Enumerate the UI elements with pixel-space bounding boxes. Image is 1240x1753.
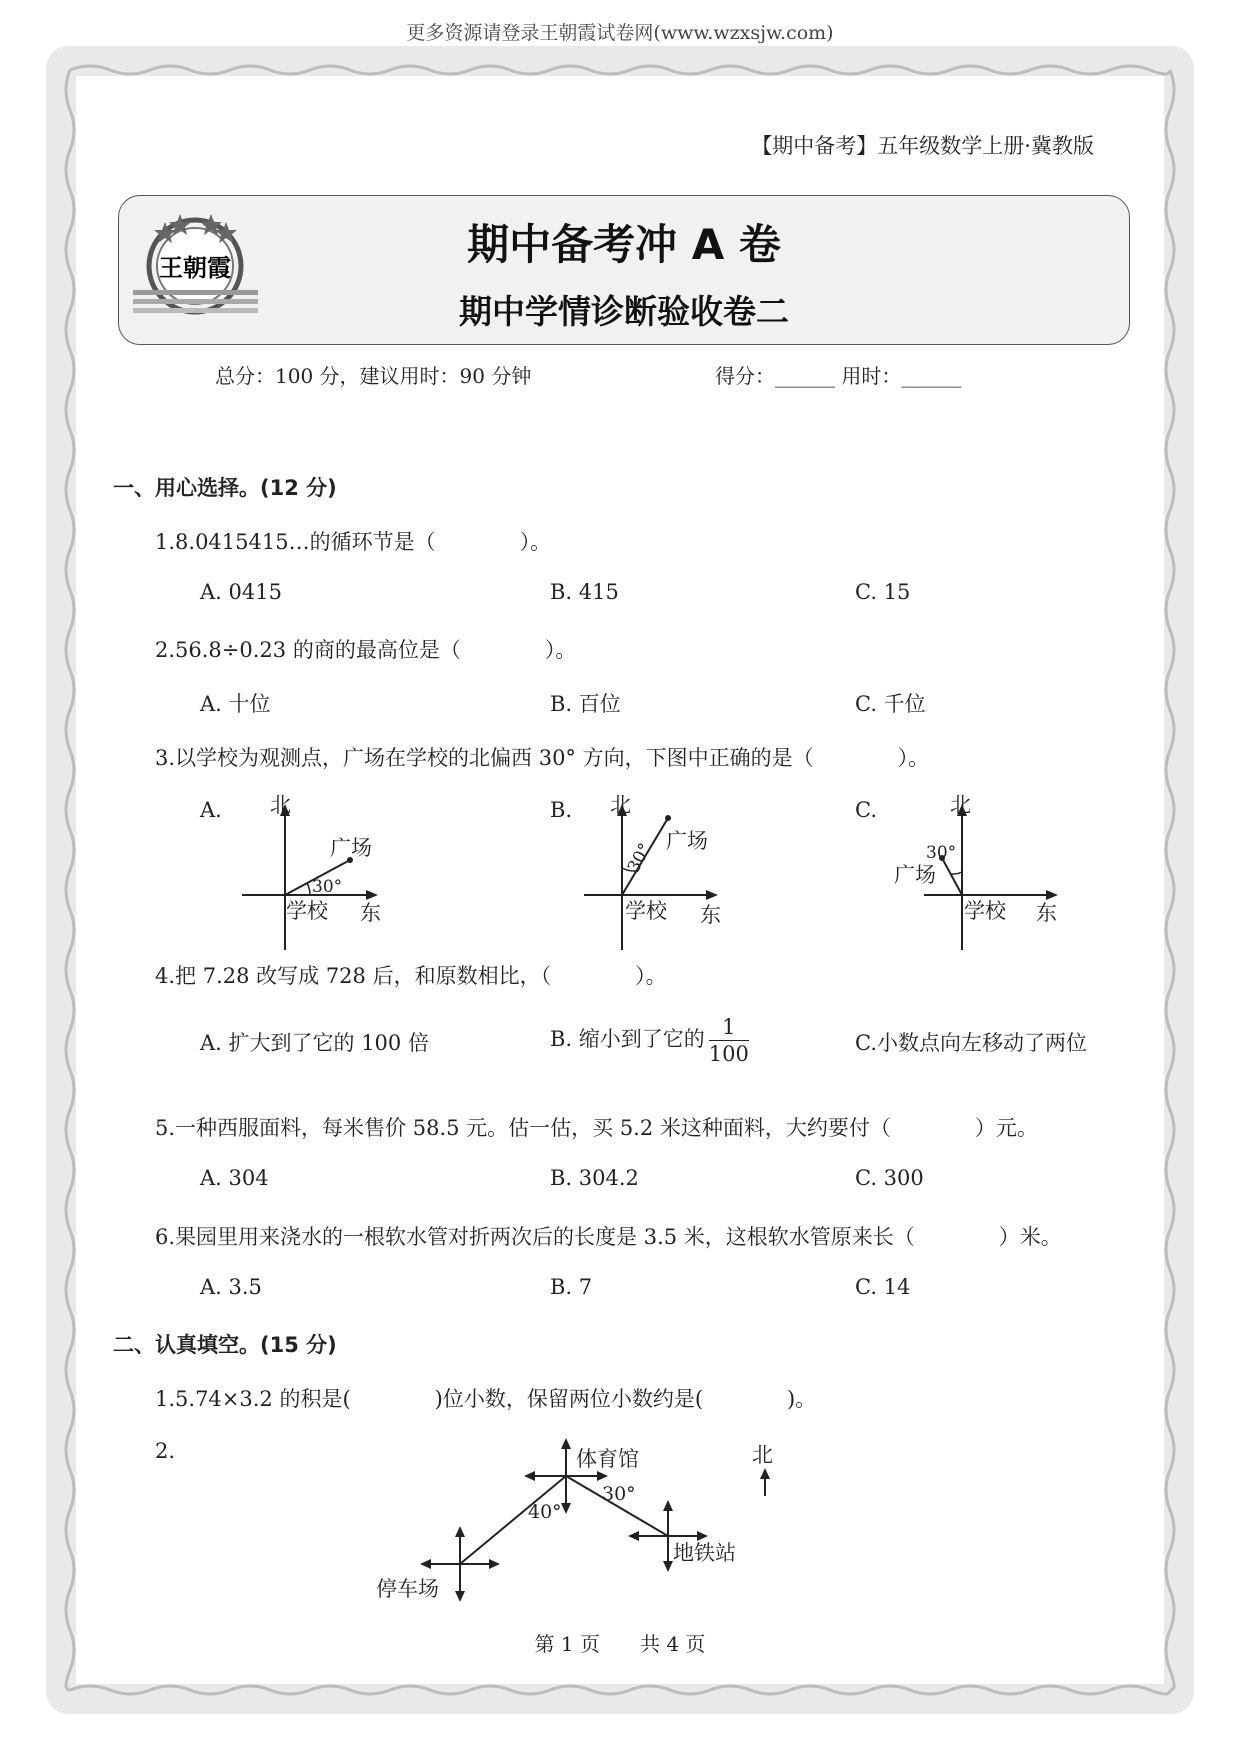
svg-text:停车场: 停车场	[376, 1577, 439, 1601]
svg-text:北: 北	[610, 793, 631, 817]
q3-option-a: A.	[200, 798, 222, 822]
banner-title: 期中备考冲 A 卷	[467, 220, 781, 269]
fraction: $\frac{1}{100}$	[708, 1015, 749, 1066]
q4-text: 4.把 7.28 改写成 728 后，和原数相比，（ ）。	[155, 964, 667, 988]
svg-text:地铁站: 地铁站	[673, 1541, 736, 1565]
q2-option-a: A. 十位	[200, 692, 271, 716]
q3-text: 3.以学校为观测点，广场在学校的北偏西 30° 方向，下图中正确的是（ ）。	[155, 746, 930, 770]
svg-text:东: 东	[360, 901, 381, 925]
title-banner	[118, 195, 1130, 345]
svg-text:学校: 学校	[625, 899, 667, 923]
svg-text:30°: 30°	[312, 877, 343, 897]
section1-title: 一、用心选择。(12 分)	[113, 476, 337, 500]
q6-option-c: C. 14	[855, 1275, 911, 1299]
q2-option-b: B. 百位	[550, 692, 621, 716]
logo-text: 王朝霞	[159, 253, 231, 282]
svg-text:体育馆: 体育馆	[576, 1447, 639, 1471]
q5-text: 5.一种西服面料，每米售价 58.5 元。估一估，买 5.2 米这种面料，大约要付（ ）元。	[155, 1116, 1038, 1140]
q2-option-c: C. 千位	[855, 692, 926, 716]
q5-option-b: B. 304.2	[550, 1166, 639, 1190]
svg-text:学校: 学校	[286, 899, 328, 923]
q1-option-b: B. 415	[550, 580, 619, 604]
banner-subtitle: 期中学情诊断验收卷二	[459, 292, 789, 331]
total-score-info: 总分：100 分，建议用时：90 分钟	[215, 364, 532, 388]
svg-text:学校: 学校	[964, 899, 1006, 923]
score-time-fields: 得分：______ 用时：______	[715, 364, 962, 388]
compass-diagram-a	[240, 790, 400, 950]
q6-option-b: B. 7	[550, 1275, 593, 1299]
fill-q1-text: 1.5.74×3.2 的积是( )位小数，保留两位小数约是( )。	[155, 1387, 817, 1411]
q4-option-a: A. 扩大到了它的 100 倍	[200, 1031, 429, 1055]
svg-text:广场: 广场	[330, 836, 372, 860]
compass-diagram-b	[580, 790, 740, 950]
svg-text:广场: 广场	[894, 863, 936, 887]
q6-text: 6.果园里用来浇水的一根软水管对折两次后的长度是 3.5 米，这根软水管原来长（ ）米。	[155, 1225, 1062, 1249]
website-note: 更多资源请登录王朝霞试卷网(www.wzxsjw.com)	[406, 22, 834, 44]
svg-text:北: 北	[950, 793, 971, 817]
svg-text:北: 北	[270, 793, 291, 817]
svg-text:30°: 30°	[926, 843, 957, 863]
svg-text:40°: 40°	[528, 1501, 562, 1523]
compass-diagram-c	[890, 790, 1070, 950]
map-diagram	[370, 1436, 790, 1611]
q4-option-c: C.小数点向左移动了两位	[855, 1031, 1087, 1055]
section2-title: 二、认真填空。(15 分)	[113, 1333, 337, 1357]
q5-option-a: A. 304	[200, 1166, 269, 1190]
svg-text:广场: 广场	[666, 829, 708, 853]
series-label: 【期中备考】五年级数学上册·冀教版	[751, 134, 1094, 158]
q6-option-a: A. 3.5	[200, 1275, 262, 1299]
svg-text:30°: 30°	[623, 840, 656, 877]
q3-option-c: C.	[855, 798, 877, 822]
q5-option-c: C. 300	[855, 1166, 924, 1190]
q4-option-b: B. 缩小到了它的 $\frac{1}{100}$	[550, 1015, 749, 1066]
svg-text:北: 北	[752, 1443, 773, 1467]
q1-text: 1.8.0415415…的循环节是（ ）。	[155, 530, 552, 554]
fill-q2-number: 2.	[155, 1439, 176, 1463]
q1-option-a: A. 0415	[200, 580, 282, 604]
q3-option-b: B.	[550, 798, 573, 822]
svg-text:东: 东	[1036, 901, 1057, 925]
page-footer: 第 1 页 共 4 页	[534, 1632, 706, 1656]
q2-text: 2.56.8÷0.23 的商的最高位是（ ）。	[155, 638, 577, 662]
svg-text:30°: 30°	[602, 1483, 636, 1505]
q1-option-c: C. 15	[855, 580, 911, 604]
svg-text:东: 东	[700, 903, 721, 927]
